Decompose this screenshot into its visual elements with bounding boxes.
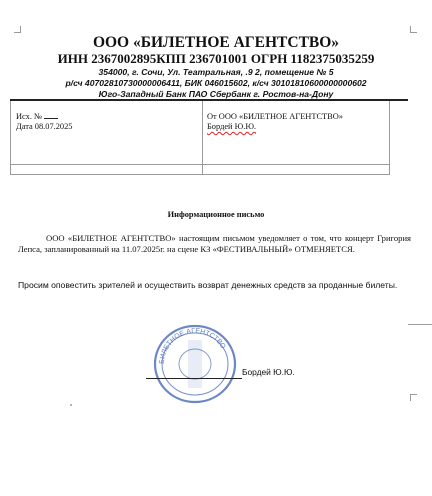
outgoing-number-blank — [44, 118, 58, 119]
letter-from-signer — [207, 122, 256, 132]
table-row-divider — [10, 164, 390, 165]
margin-rule-right — [408, 324, 432, 325]
company-address: 354000, г. Сочи, Ул. Театральная, .9 2, помещение № 5 — [98, 67, 334, 77]
letter-from-signer-name: Бордей Ю.Ю. — [207, 122, 257, 131]
corner-mark-top-left — [14, 26, 21, 33]
letter-date: Дата 08.07.2025 — [16, 122, 73, 131]
outgoing-number-label: Исх. № — [16, 112, 43, 121]
corner-mark-top-right — [410, 26, 417, 33]
company-ids: ИНН 2367002895КПП 236701001 ОГРН 1182375035259 — [57, 51, 375, 66]
signer-name: Бордей Ю.Ю. — [242, 367, 295, 377]
scan-speck — [70, 404, 72, 406]
company-name: ООО «БИЛЕТНОЕ АГЕНТСТВО» — [92, 34, 340, 51]
outgoing-number — [16, 112, 58, 122]
company-bank-name: Юго-Западный Банк ПАО Сбербанк г. Ростов-на-Дону — [98, 89, 334, 99]
letter-paragraph-2: Просим оповестить зрителей и осуществить возврат денежных средств за проданные билеты. — [18, 280, 398, 290]
letter-title: Информационное письмо — [167, 210, 265, 219]
letter-paragraph-1: ООО «БИЛЕТНОЕ АГЕНТСТВО» настоящим письмом уведомляет о том, что концерт Григория Лепса, запланированный на 11.07.2025г. на сцене КЗ «ФЕСТИВАЛЬНЫЙ» ОТМЕНЯЕТСЯ. — [18, 233, 411, 254]
corner-mark-bottom-right — [410, 394, 417, 401]
company-bank-account: р/сч 40702810730000006411, БИК 046015602, к/сч 30101810600000000602 — [65, 78, 367, 88]
stamp-text: БИЛЕТНОЕ АГЕНТСТВО — [158, 327, 227, 365]
company-stamp — [150, 320, 240, 408]
letter-from: От ООО «БИЛЕТНОЕ АГЕНТСТВО» — [207, 112, 343, 121]
signature-line — [146, 378, 242, 379]
